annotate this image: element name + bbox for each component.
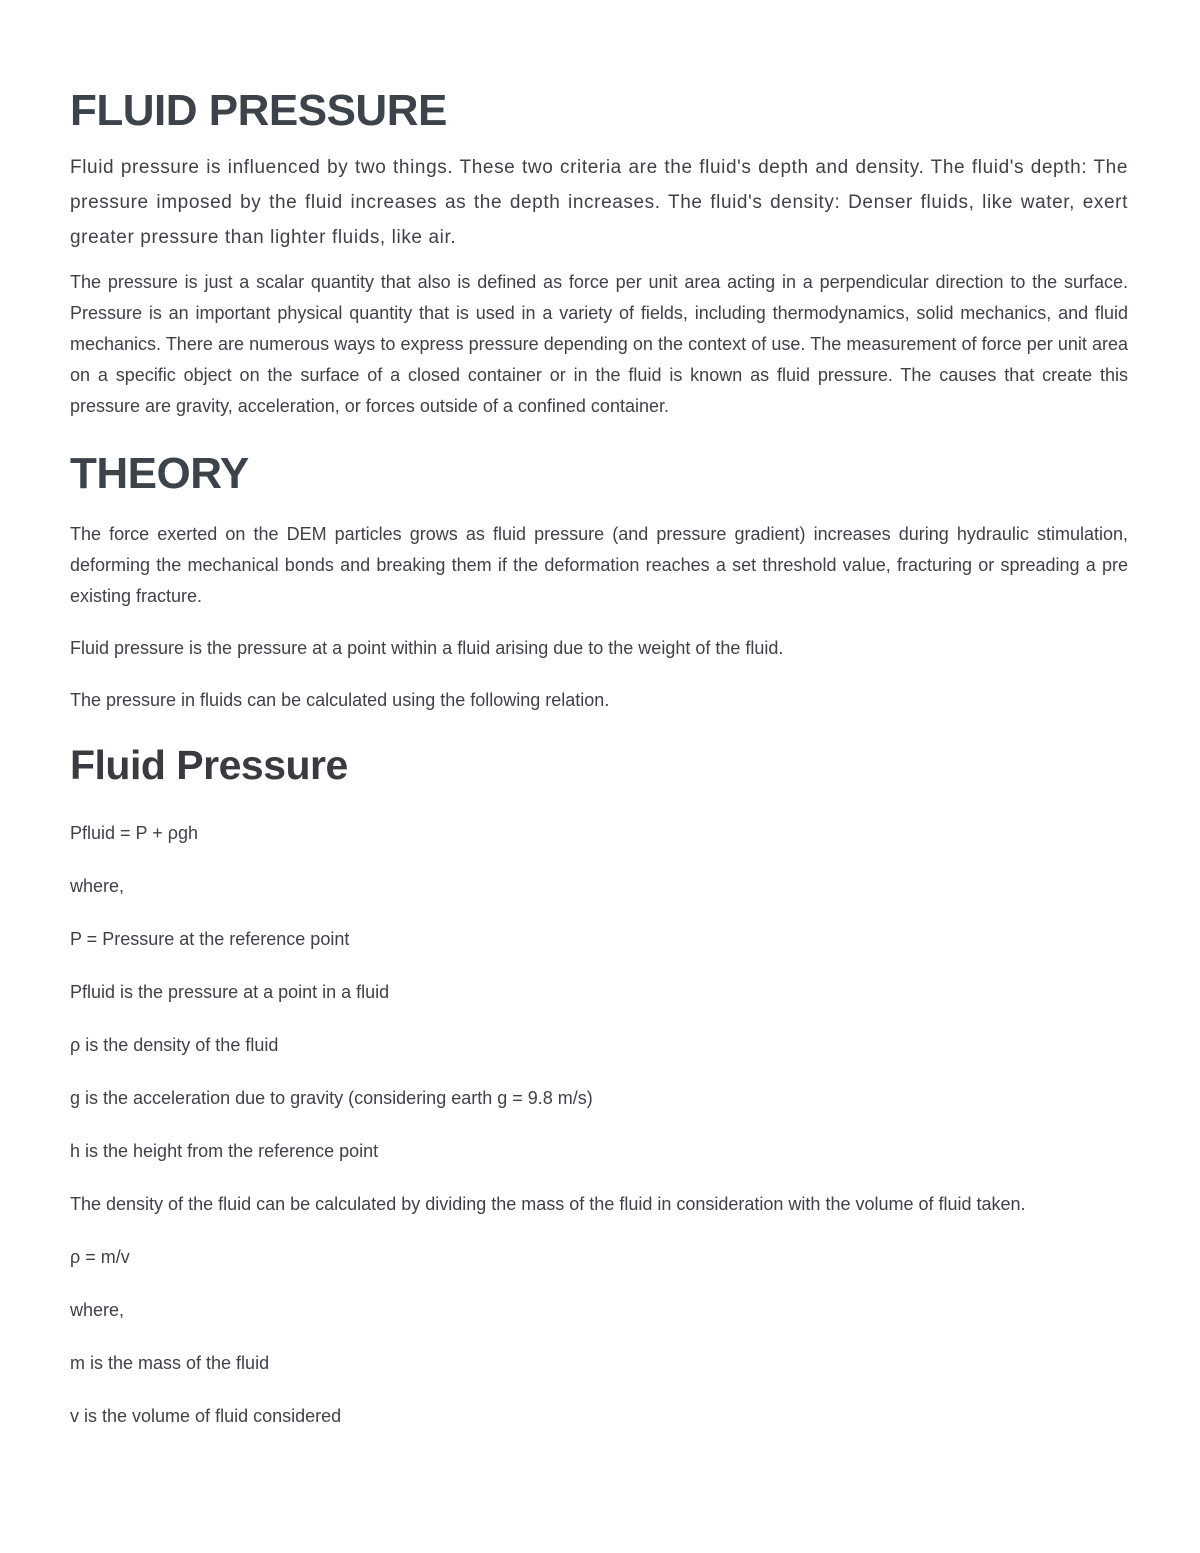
where-label: where, xyxy=(70,876,125,896)
section-heading-fluid-pressure: FLUID PRESSURE xyxy=(70,86,447,135)
formula-line: Pfluid = P + ρgh xyxy=(70,823,198,843)
density-explanation-line: The density of the fluid can be calculated by dividing the mass of the fluid in consideration with the volume of fluid taken. xyxy=(70,1194,1026,1214)
definition-line: ρ is the density of the fluid xyxy=(70,1035,279,1055)
definition-line: P = Pressure at the reference point xyxy=(70,929,350,949)
pressure-definition-paragraph: The pressure is just a scalar quantity that also is defined as force per unit area acting in a perpendicular direction to the surface. Pressure is an important physical quantity that is used in a variety of fields, including thermodynamics, solid mechanics, and fluid mechanics. There are numerous ways to express pressure depending on the context of use. The measurement of force per unit area on a specific object on the surface of a closed container or in the fluid is known as fluid pressure. The causes that create this pressure are gravity, acceleration, or forces outside of a confined container. xyxy=(70,272,1128,416)
definition-line: h is the height from the reference point xyxy=(70,1141,379,1161)
section-heading-theory: THEORY xyxy=(70,449,249,498)
definition-line: Pfluid is the pressure at a point in a fluid xyxy=(70,982,390,1002)
section-heading-fluid-pressure-formula: Fluid Pressure xyxy=(70,742,348,788)
density-formula-line: ρ = m/v xyxy=(70,1247,130,1267)
definition-line: m is the mass of the fluid xyxy=(70,1353,270,1373)
where-label: where, xyxy=(70,1300,125,1320)
theory-paragraph: The force exerted on the DEM particles grows as fluid pressure (and pressure gradient) increases during hydraulic stimulation, deforming the mechanical bonds and breaking them if the deformation reaches a set threshold value, fracturing or spreading a pre existing fracture. xyxy=(70,524,1128,606)
document-page xyxy=(70,84,1128,1454)
theory-definition-paragraph: Fluid pressure is the pressure at a point within a fluid arising due to the weight of the fluid. xyxy=(70,638,784,658)
theory-relation-paragraph: The pressure in fluids can be calculated using the following relation. xyxy=(70,690,610,710)
definition-line: g is the acceleration due to gravity (considering earth g = 9.8 m/s) xyxy=(70,1088,593,1108)
definition-line: v is the volume of fluid considered xyxy=(70,1406,342,1426)
intro-paragraph: Fluid pressure is influenced by two things. These two criteria are the fluid's depth and density. The fluid's depth: The pressure imposed by the fluid increases as the depth increases. The fluid's density: Denser fluids, like water, exert greater pressure than lighter fluids, like air. xyxy=(70,157,1128,248)
